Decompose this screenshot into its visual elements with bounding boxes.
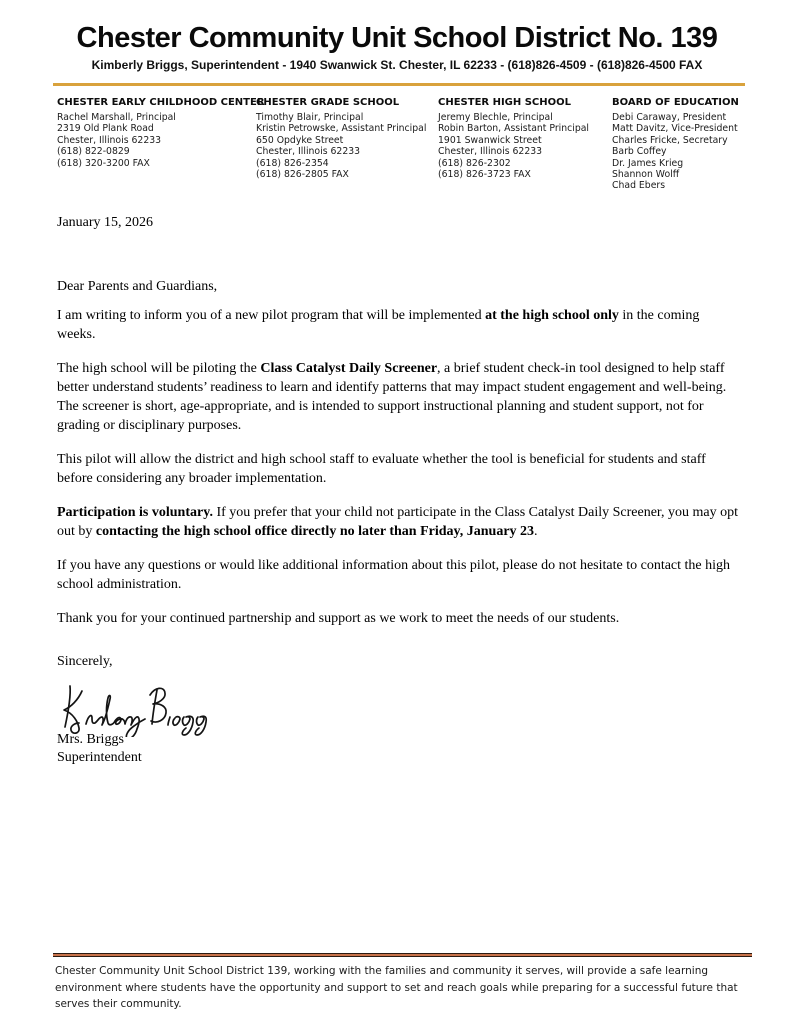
mission-statement: Chester Community Unit School District 139, working with the families and community it serves, will provide a safe learning environment where students have the opportunity and support to set and reach goals while preparing for a successful future that serves their community. (55, 965, 738, 1010)
school-detail-line: Dr. James Krieg (612, 157, 684, 169)
school-detail-line: Charles Fricke, Secretary (612, 134, 728, 146)
school-detail-line: (618) 826-2302 (438, 157, 511, 169)
signer-name: Mrs. Briggs (57, 732, 124, 747)
school-detail-line: 2319 Old Plank Road (57, 123, 154, 135)
signature-handwriting (57, 683, 209, 737)
letter-paragraph: The high school will be piloting the Class Catalyst Daily Screener, a brief student check-in tool designed to help staff better understand students’ readiness to learn and identify patterns that may impact student engagement and well-being. The screener is short, age-appropriate, and is intended to support instructional planning and student support, not for grading or disciplinary purposes. (57, 361, 727, 433)
letter-paragraph: Participation is voluntary. If you prefer that your child not participate in the Class Catalyst Daily Screener, you may opt out by contacting the high school office directly no later than Friday, January 23. (57, 505, 739, 539)
school-detail-line: Debi Caraway, President (612, 112, 727, 123)
letter-paragraph: I am writing to inform you of a new pilot program that will be implemented at the high school only in the coming weeks. (57, 308, 700, 342)
school-detail-line: Rachel Marshall, Principal (57, 112, 176, 123)
letter-date: January 15, 2026 (57, 215, 154, 230)
school-detail-line: 650 Opdyke Street (256, 134, 344, 146)
school-detail-line: Chad Ebers (612, 180, 666, 192)
school-heading: CHESTER HIGH SCHOOL (438, 97, 572, 108)
school-detail-line: (618) 826-2354 (256, 157, 329, 169)
salutation: Dear Parents and Guardians, (57, 279, 218, 294)
letterhead-column (57, 97, 265, 192)
school-detail-line: Chester, Illinois 62233 (256, 146, 361, 158)
school-detail-line: (618) 826-2805 FAX (256, 169, 349, 181)
school-detail-line: (618) 826-3723 FAX (438, 169, 531, 181)
footer-rule (53, 953, 752, 957)
letter-paragraph: Thank you for your continued partnership and support as we work to meet the needs of our students. (57, 611, 620, 626)
header-rule (53, 83, 745, 86)
school-detail-line: Chester, Illinois 62233 (57, 134, 162, 146)
letter-body (57, 306, 741, 643)
school-detail-line: Matt Davitz, Vice-President (612, 123, 738, 135)
closing: Sincerely, (57, 654, 113, 669)
letterhead-column (612, 97, 757, 192)
district-subtitle: Kimberly Briggs, Superintendent - 1940 Swanwick St. Chester, IL 62233 - (618)826-4509 - (618)826-4500 FAX (91, 58, 703, 72)
school-detail-line: Timothy Blair, Principal (256, 112, 364, 123)
school-detail-line: Robin Barton, Assistant Principal (438, 123, 590, 135)
school-heading: BOARD OF EDUCATION (612, 97, 739, 108)
letterhead-column (256, 97, 438, 192)
signer-title: Superintendent (57, 750, 142, 765)
school-detail-line: Jeremy Blechle, Principal (438, 112, 553, 123)
letter-paragraph: If you have any questions or would like additional information about this pilot, please do not hesitate to contact the high school administration. (57, 558, 731, 592)
letterhead-column (438, 97, 612, 192)
school-detail-line: Chester, Illinois 62233 (438, 146, 543, 158)
school-detail-line: (618) 320-3200 FAX (57, 157, 150, 169)
school-detail-line: 1901 Swanwick Street (438, 134, 542, 146)
school-heading: CHESTER GRADE SCHOOL (256, 97, 400, 108)
school-detail-line: Kristin Petrowske, Assistant Principal (256, 123, 427, 135)
letter-paragraph: This pilot will allow the district and high school staff to evaluate whether the tool is beneficial for students and staff before considering any broader implementation. (57, 452, 706, 486)
school-detail-line: (618) 822-0829 (57, 146, 130, 158)
school-detail-line: Barb Coffey (612, 146, 667, 158)
school-heading: CHESTER EARLY CHILDHOOD CENTER (57, 97, 265, 108)
district-title: Chester Community Unit School District No. 139 (76, 22, 718, 54)
letterhead-columns (57, 97, 763, 192)
school-detail-line: Shannon Wolff (612, 169, 680, 181)
